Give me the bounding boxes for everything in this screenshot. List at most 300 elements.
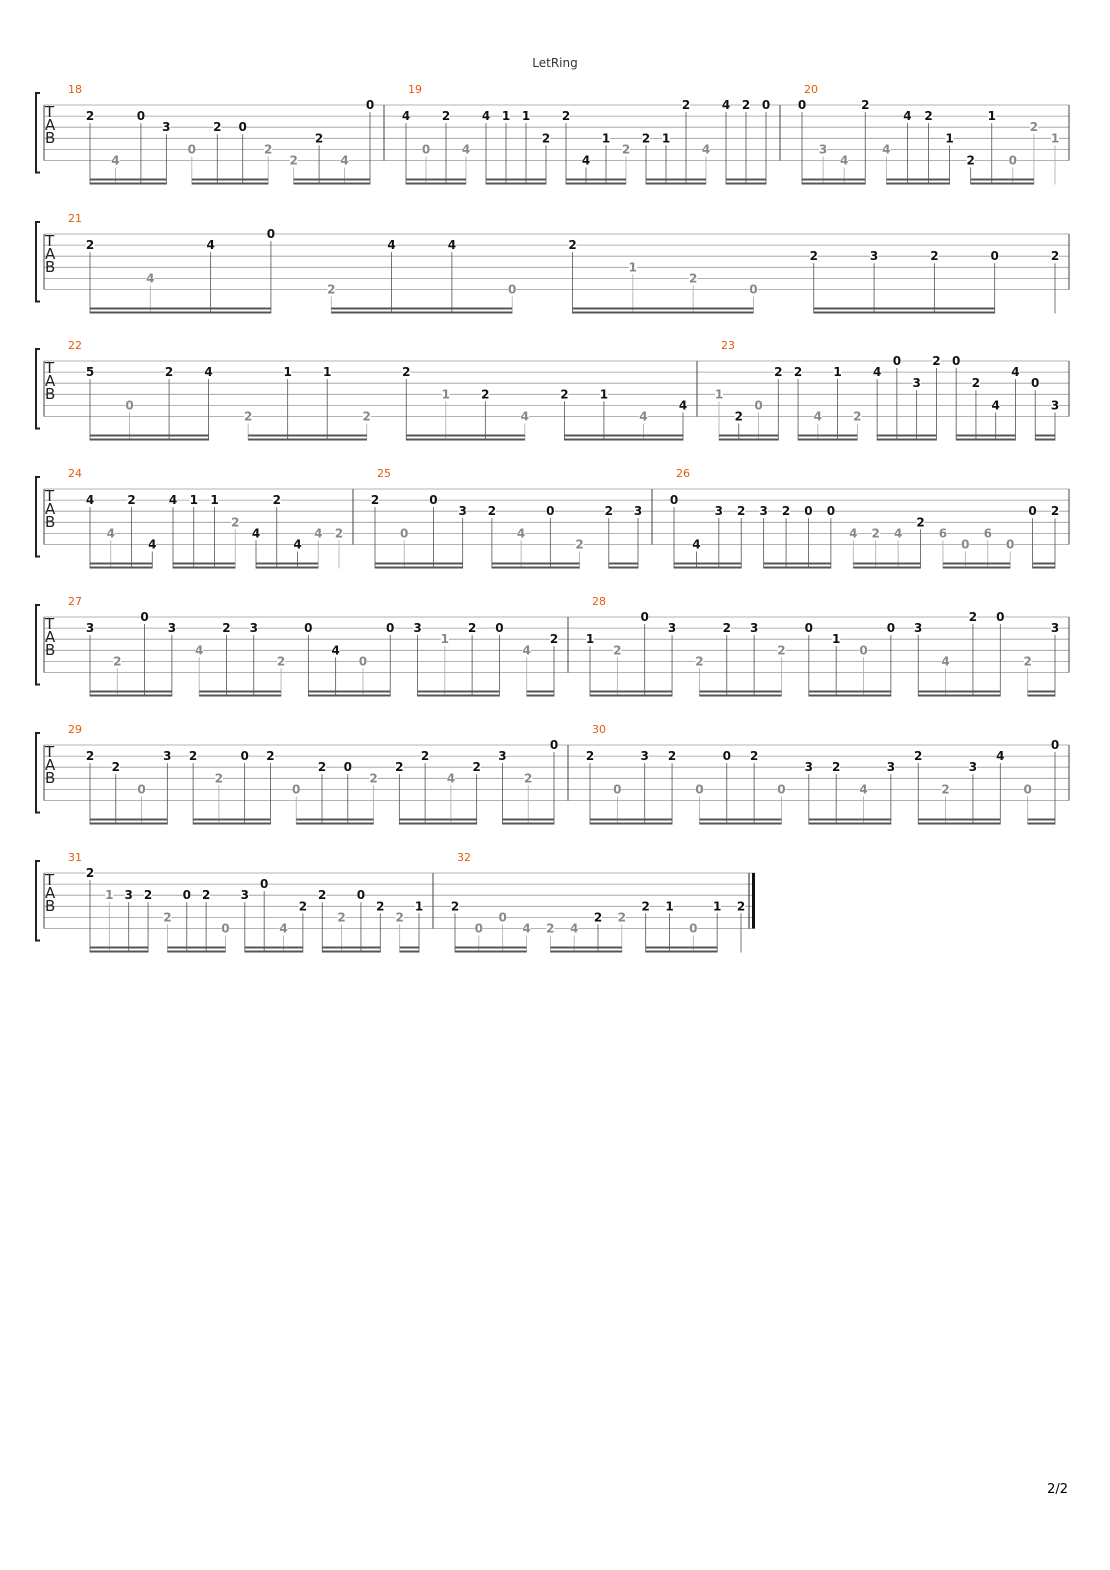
beam <box>943 567 1010 569</box>
fret-number: 2 <box>541 131 551 146</box>
beam <box>566 183 626 185</box>
beam <box>918 695 1000 697</box>
fret-number: 2 <box>395 760 404 775</box>
fret-number: 4 <box>903 109 912 124</box>
beam <box>90 947 148 949</box>
fret-number: 3 <box>163 749 172 764</box>
beam <box>502 823 554 825</box>
beam <box>90 695 172 697</box>
fret-number: 2 <box>1050 249 1060 264</box>
fret-number: 0 <box>1005 537 1015 552</box>
fret-number: 2 <box>971 376 981 391</box>
fret-number: 4 <box>340 153 349 168</box>
tab-clef-letter: B <box>45 769 56 787</box>
fret-number: 2 <box>621 142 631 157</box>
measure-number: 18 <box>68 83 82 96</box>
fret-number: 0 <box>749 282 758 297</box>
fret-number: 3 <box>85 621 95 636</box>
beam <box>646 179 706 181</box>
beam <box>971 183 1034 185</box>
measure <box>68 467 353 569</box>
fret-number: 0 <box>1028 504 1037 519</box>
beam <box>296 823 373 825</box>
fret-number: 2 <box>334 526 344 541</box>
fret-number: 3 <box>886 760 896 775</box>
beam <box>406 439 525 441</box>
beam <box>486 183 546 185</box>
beam <box>1035 439 1055 441</box>
measure-number: 26 <box>676 467 690 480</box>
fret-number: 0 <box>695 782 704 797</box>
fret-number: 4 <box>279 921 288 936</box>
beam <box>331 312 512 314</box>
beam <box>331 308 512 310</box>
fret-number: 3 <box>498 749 507 764</box>
fret-number: 0 <box>136 109 146 124</box>
beam <box>764 567 831 569</box>
beam <box>375 567 463 569</box>
fret-number: 4 <box>692 537 701 552</box>
system-bracket <box>36 349 40 429</box>
beam <box>814 312 995 314</box>
measure-number: 30 <box>592 723 606 736</box>
fret-number: 2 <box>641 899 650 914</box>
page-title: LetRing <box>532 56 578 70</box>
beam <box>173 567 235 569</box>
fret-number: 3 <box>1050 621 1060 636</box>
beam <box>492 567 580 569</box>
beam <box>674 567 741 569</box>
beam <box>719 435 778 437</box>
fret-number: 2 <box>585 749 595 764</box>
fret-number: 1 <box>440 632 450 647</box>
fret-number: 2 <box>370 493 380 508</box>
beam <box>809 823 891 825</box>
fret-number: 3 <box>968 760 978 775</box>
tab-clef-letter: B <box>45 258 56 276</box>
fret-number: 2 <box>1023 654 1032 669</box>
fret-number: 2 <box>853 409 862 424</box>
beam <box>943 563 1010 565</box>
fret-number: 2 <box>317 760 327 775</box>
fret-number: 2 <box>243 409 253 424</box>
fret-number: 2 <box>201 888 211 903</box>
fret-number: 2 <box>127 493 136 508</box>
fret-number: 0 <box>358 654 368 669</box>
fret-number: 1 <box>712 899 722 914</box>
beam <box>90 179 166 181</box>
fret-number: 3 <box>869 249 879 264</box>
fret-number: 2 <box>213 120 222 135</box>
beam <box>573 308 754 310</box>
fret-number: 1 <box>599 387 609 402</box>
fret-number: 0 <box>1031 376 1040 391</box>
fret-number: 2 <box>781 504 791 519</box>
tab-clef-letter: A <box>45 372 56 390</box>
tab-clef-letter: B <box>45 129 56 147</box>
measure-number: 24 <box>68 467 82 480</box>
beam <box>245 951 303 953</box>
fret-number: 0 <box>722 749 731 764</box>
fret-number: 2 <box>932 354 941 368</box>
fret-number: 2 <box>861 98 870 112</box>
fret-number: 0 <box>804 504 813 519</box>
fret-number: 4 <box>991 398 1000 413</box>
beam <box>798 435 857 437</box>
fret-number: 0 <box>259 877 269 892</box>
tab-clef-letter: A <box>45 756 56 774</box>
fret-number: 1 <box>323 365 332 380</box>
beam <box>296 819 373 821</box>
system-bracket <box>36 861 40 941</box>
fret-number: 0 <box>761 98 771 112</box>
fret-number: 2 <box>941 782 950 797</box>
beam <box>90 567 152 569</box>
beam <box>564 435 683 437</box>
fret-number: 0 <box>1008 153 1018 168</box>
fret-number: 0 <box>804 621 814 636</box>
fret-number: 3 <box>240 888 250 903</box>
beam <box>256 563 318 565</box>
fret-number: 0 <box>826 504 836 519</box>
fret-number: 2 <box>289 153 298 168</box>
fret-number: 4 <box>106 526 115 541</box>
fret-number: 2 <box>667 749 677 764</box>
measure-number: 31 <box>68 851 82 864</box>
fret-number: 1 <box>1050 131 1060 146</box>
beam <box>802 179 865 181</box>
fret-number: 2 <box>376 899 385 914</box>
fret-number: 4 <box>401 109 411 124</box>
fret-number: 0 <box>508 282 517 297</box>
measure <box>371 467 652 569</box>
tab-clef-letter: T <box>45 487 55 505</box>
fret-number: 2 <box>695 654 704 669</box>
fret-number: 4 <box>859 782 868 797</box>
beam <box>492 563 580 565</box>
beam <box>90 435 209 437</box>
beam <box>956 435 1015 437</box>
fret-number: 2 <box>272 493 281 508</box>
fret-number: 0 <box>1050 738 1060 752</box>
fret-number: 4 <box>168 493 178 508</box>
beam <box>192 183 268 185</box>
beam <box>853 563 920 565</box>
tab-system <box>36 467 1069 569</box>
fret-number: 2 <box>85 749 95 764</box>
fret-number: 4 <box>516 526 526 541</box>
fret-number: 0 <box>951 354 961 368</box>
beam <box>406 179 466 181</box>
fret-number: 4 <box>1011 365 1020 380</box>
beam <box>90 823 167 825</box>
fret-number: 0 <box>640 610 649 624</box>
fret-number: 3 <box>914 621 923 636</box>
system-bracket <box>36 93 40 173</box>
fret-number: 2 <box>549 632 559 647</box>
fret-number: 0 <box>356 888 366 903</box>
beam <box>764 563 831 565</box>
beam <box>308 695 390 697</box>
fret-number: 0 <box>777 782 786 797</box>
fret-number: 3 <box>749 621 759 636</box>
beam <box>90 563 152 565</box>
beam <box>646 947 718 949</box>
fret-number: 2 <box>264 142 273 157</box>
beam <box>918 823 1000 825</box>
fret-number: 2 <box>736 899 746 914</box>
measure <box>68 595 568 697</box>
fret-number: 2 <box>188 749 198 764</box>
beam <box>256 567 318 569</box>
beam <box>590 695 672 697</box>
fret-number: 2 <box>575 537 584 552</box>
page-number: 2/2 <box>1047 1482 1068 1497</box>
beam <box>918 691 1000 693</box>
fret-number: 4 <box>194 643 204 658</box>
beam <box>886 183 949 185</box>
fret-number: 1 <box>833 365 842 380</box>
fret-number: 4 <box>148 537 157 552</box>
measure <box>68 339 697 441</box>
beam <box>322 947 380 949</box>
beam <box>167 947 225 949</box>
fret-number: 2 <box>722 621 731 636</box>
fret-number: 3 <box>759 504 768 519</box>
beam <box>455 951 527 953</box>
fret-number: 4 <box>522 921 531 936</box>
beam <box>90 183 166 185</box>
fret-number: 2 <box>968 610 978 624</box>
fret-number: 2 <box>930 249 939 264</box>
fret-number: 2 <box>143 888 153 903</box>
measure-number: 25 <box>377 467 391 480</box>
measure <box>586 595 1069 697</box>
beam <box>699 823 781 825</box>
fret-number: 2 <box>681 98 691 112</box>
tab-clef-letter: T <box>45 615 55 633</box>
beam <box>1028 695 1055 697</box>
fret-number: 0 <box>996 610 1005 624</box>
tab-clef-letter: A <box>45 245 56 263</box>
fret-number: 2 <box>916 515 925 530</box>
beam <box>322 951 380 953</box>
fret-number: 4 <box>941 654 950 669</box>
fret-number: 3 <box>818 142 828 157</box>
tab-system <box>36 851 755 953</box>
beam <box>674 563 741 565</box>
fret-number: 2 <box>222 621 231 636</box>
beam <box>971 179 1034 181</box>
fret-number: 2 <box>369 771 378 786</box>
fret-number: 2 <box>113 654 122 669</box>
fret-number: 2 <box>734 409 743 424</box>
fret-number: 4 <box>520 409 530 424</box>
beam <box>1033 567 1055 569</box>
fret-number: 2 <box>524 771 533 786</box>
beam <box>193 823 270 825</box>
beam <box>399 823 476 825</box>
beam <box>90 308 271 310</box>
tab-clef-letter: T <box>45 871 55 889</box>
fret-number: 2 <box>276 654 286 669</box>
beam <box>726 179 766 181</box>
fret-number: 4 <box>581 153 591 168</box>
tab-clef-letter: B <box>45 385 56 403</box>
fret-number: 4 <box>204 365 213 380</box>
fret-number: 4 <box>522 643 531 658</box>
fret-number: 3 <box>167 621 177 636</box>
beam <box>918 819 1000 821</box>
fret-number: 2 <box>793 365 803 380</box>
beam <box>550 951 622 953</box>
beam <box>1028 691 1055 693</box>
measure <box>68 83 384 185</box>
beam <box>486 179 546 181</box>
measure <box>715 339 1069 441</box>
fret-number: 0 <box>182 888 191 903</box>
beam <box>248 435 367 437</box>
fret-number: 1 <box>441 387 450 402</box>
fret-number: 1 <box>585 632 595 647</box>
beam <box>1033 563 1055 565</box>
beam <box>699 695 781 697</box>
fret-number: 0 <box>549 738 559 752</box>
beam <box>400 951 419 953</box>
fret-number: 4 <box>251 526 261 541</box>
fret-number: 3 <box>912 376 921 391</box>
fret-number: 2 <box>420 749 430 764</box>
fret-number: 2 <box>441 109 451 124</box>
fret-number: 2 <box>924 109 933 124</box>
fret-number: 2 <box>318 888 327 903</box>
fret-number: 1 <box>831 632 841 647</box>
fret-number: 3 <box>249 621 258 636</box>
beam <box>814 308 995 310</box>
fret-number: 4 <box>387 238 396 253</box>
beam <box>192 179 268 181</box>
fret-number: 2 <box>314 131 324 146</box>
beam <box>406 435 525 437</box>
measure-number: 28 <box>592 595 606 608</box>
fret-number: 3 <box>640 749 649 764</box>
fret-number: 0 <box>613 782 622 797</box>
tab-clef-letter: T <box>45 743 55 761</box>
beam <box>294 183 370 185</box>
fret-number: 4 <box>447 238 457 253</box>
fret-number: 4 <box>293 537 302 552</box>
fret-number: 4 <box>996 749 1005 764</box>
fret-number: 1 <box>414 899 424 914</box>
fret-number: 1 <box>601 131 611 146</box>
fret-number: 1 <box>105 888 114 903</box>
fret-number: 1 <box>945 131 954 146</box>
fret-number: 1 <box>501 109 511 124</box>
fret-number: 0 <box>292 782 301 797</box>
fret-number: 4 <box>813 409 823 424</box>
system-bracket <box>36 605 40 685</box>
fret-number: 1 <box>521 109 531 124</box>
fret-number: 2 <box>741 98 751 112</box>
fret-number: 2 <box>914 749 923 764</box>
fret-number: 4 <box>461 142 471 157</box>
beam <box>877 439 936 441</box>
measure-number: 27 <box>68 595 82 608</box>
tab-clef-letter: B <box>45 897 56 915</box>
fret-number: 0 <box>421 142 431 157</box>
fret-number: 0 <box>386 621 395 636</box>
beam <box>90 691 172 693</box>
fret-number: 0 <box>990 249 999 264</box>
fret-number: 4 <box>882 142 891 157</box>
beam <box>699 819 781 821</box>
measure-number: 23 <box>721 339 735 352</box>
fret-number: 2 <box>1050 504 1060 519</box>
beam <box>90 951 148 953</box>
measure-number: 19 <box>408 83 422 96</box>
tab-clef-letter: A <box>45 500 56 518</box>
tab-clef-letter: T <box>45 232 55 250</box>
fret-number: 4 <box>893 526 903 541</box>
fret-number: 4 <box>639 409 648 424</box>
fret-number: 2 <box>560 387 569 402</box>
fret-number: 2 <box>777 643 786 658</box>
fret-number: 3 <box>667 621 677 636</box>
fret-number: 2 <box>231 515 240 530</box>
fret-number: 0 <box>125 398 134 413</box>
beam <box>375 563 463 565</box>
beam <box>719 439 778 441</box>
fret-number: 2 <box>450 899 460 914</box>
fret-number: 2 <box>472 760 481 775</box>
fret-number: 0 <box>797 98 807 112</box>
measure-number: 20 <box>804 83 818 96</box>
fret-number: 2 <box>871 526 880 541</box>
fret-number: 2 <box>487 504 497 519</box>
beam <box>809 695 891 697</box>
fret-number: 4 <box>446 771 456 786</box>
beam <box>248 439 367 441</box>
beam <box>199 695 281 697</box>
measure <box>68 723 568 825</box>
measure <box>670 467 1069 569</box>
fret-number: 2 <box>613 643 622 658</box>
fret-number: 3 <box>714 504 724 519</box>
fret-number: 1 <box>987 109 996 124</box>
fret-number: 4 <box>314 526 323 541</box>
fret-number: 4 <box>146 271 155 286</box>
fret-number: 2 <box>593 910 603 925</box>
beam <box>173 563 235 565</box>
fret-number: 2 <box>337 910 346 925</box>
fret-number: 1 <box>283 365 292 380</box>
beam <box>199 691 281 693</box>
fret-number: 2 <box>561 109 571 124</box>
beam <box>886 179 949 181</box>
fret-number: 3 <box>162 120 171 135</box>
measure-number: 29 <box>68 723 82 736</box>
beam <box>245 947 303 949</box>
fret-number: 3 <box>458 504 467 519</box>
fret-number: 0 <box>266 227 276 241</box>
fret-number: 0 <box>429 493 438 508</box>
tab-system <box>36 212 1069 314</box>
fret-number: 2 <box>85 109 95 124</box>
fret-number: 5 <box>85 365 95 380</box>
fret-number: 4 <box>678 398 688 413</box>
fret-number: 0 <box>546 504 555 519</box>
tab-system <box>36 83 1069 185</box>
